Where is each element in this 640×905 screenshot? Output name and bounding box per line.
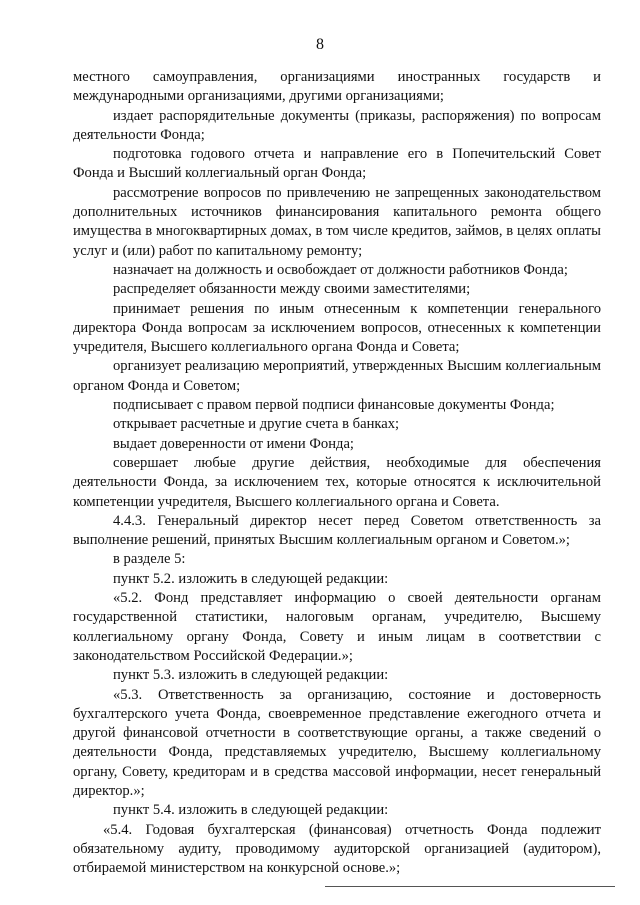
paragraph: открывает расчетные и другие счета в банках;	[113, 416, 400, 433]
bottom-rule	[325, 886, 615, 887]
paragraph: в разделе 5:	[113, 551, 186, 568]
paragraph: рассмотрение вопросов по привлечению не запрещенных законодательством дополнительных источников финансирования капитального ремонта общего имущества в многоквартирных домах, в том числе кредитов, займов, в целях оплаты услуг и (или) работ по капитальному ремонту;	[73, 184, 601, 259]
paragraph: подготовка годового отчета и направление его в Попечительский Совет Фонда и Высший коллегиальный орган Фонда;	[73, 146, 601, 182]
page-number: 8	[316, 36, 324, 53]
paragraph: издает распорядительные документы (приказы, распоряжения) по вопросам деятельности Фонда;	[73, 107, 601, 143]
paragraph: 4.4.3. Генеральный директор несет перед Советом ответственность за выполнение решений, принятых Высшим коллегиальным органом и Советом.»;	[73, 512, 601, 549]
paragraph: пункт 5.4. изложить в следующей редакции:	[113, 802, 389, 819]
paragraph: «5.3. Ответственность за организацию, состояние и достоверность бухгалтерского учета Фонда, своевременное представление ежегодного отчета и другой финансовой отчетности в соответствующие органы, а также сведений о деятельности Фонда, представляемых учредителю, Высшему коллегиальному органу, Совету, кредиторам и в средства массовой информации, несет генеральный директор.»;	[73, 686, 601, 799]
document-body	[73, 68, 601, 878]
paragraph: выдает доверенности от имени Фонда;	[113, 435, 354, 452]
paragraph: назначает на должность и освобождает от должности работников Фонда;	[113, 261, 568, 278]
paragraph: «5.2. Фонд представляет информацию о своей деятельности органам государственной статистики, налоговым органам, учредителю, Высшему коллегиальному органу Фонда, Совету и иным лицам в соответствии с законодательством Российской Федерации.»;	[73, 590, 601, 664]
paragraph: пункт 5.3. изложить в следующей редакции:	[113, 667, 389, 684]
paragraph: «5.4. Годовая бухгалтерская (финансовая) отчетность Фонда подлежит обязательному аудиту, проводимому аудиторской организацией (аудитором), отбираемой министерством на конкурсной основе.»;	[73, 821, 601, 877]
paragraph: совершает любые другие действия, необходимые для обеспечения деятельности Фонда, за исключением тех, которые относятся к исключительной компетенции учредителя, Высшего коллегиального органа и Совета.	[73, 454, 601, 510]
paragraph: пункт 5.2. изложить в следующей редакции:	[113, 570, 389, 587]
paragraph: местного самоуправления, организациями иностранных государств и международными организациями, другими организациями;	[73, 69, 601, 105]
paragraph: принимает решения по иным отнесенным к компетенции генерального директора Фонда вопросам за исключением вопросов, отнесенных к компетенции учредителя, Высшего коллегиального органа Фонда и Совета;	[73, 300, 601, 356]
paragraph: подписывает с правом первой подписи финансовые документы Фонда;	[113, 397, 555, 414]
paragraph: распределяет обязанности между своими заместителями;	[113, 281, 471, 298]
paragraph: организует реализацию мероприятий, утвержденных Высшим коллегиальным органом Фонда и Советом;	[73, 358, 601, 394]
